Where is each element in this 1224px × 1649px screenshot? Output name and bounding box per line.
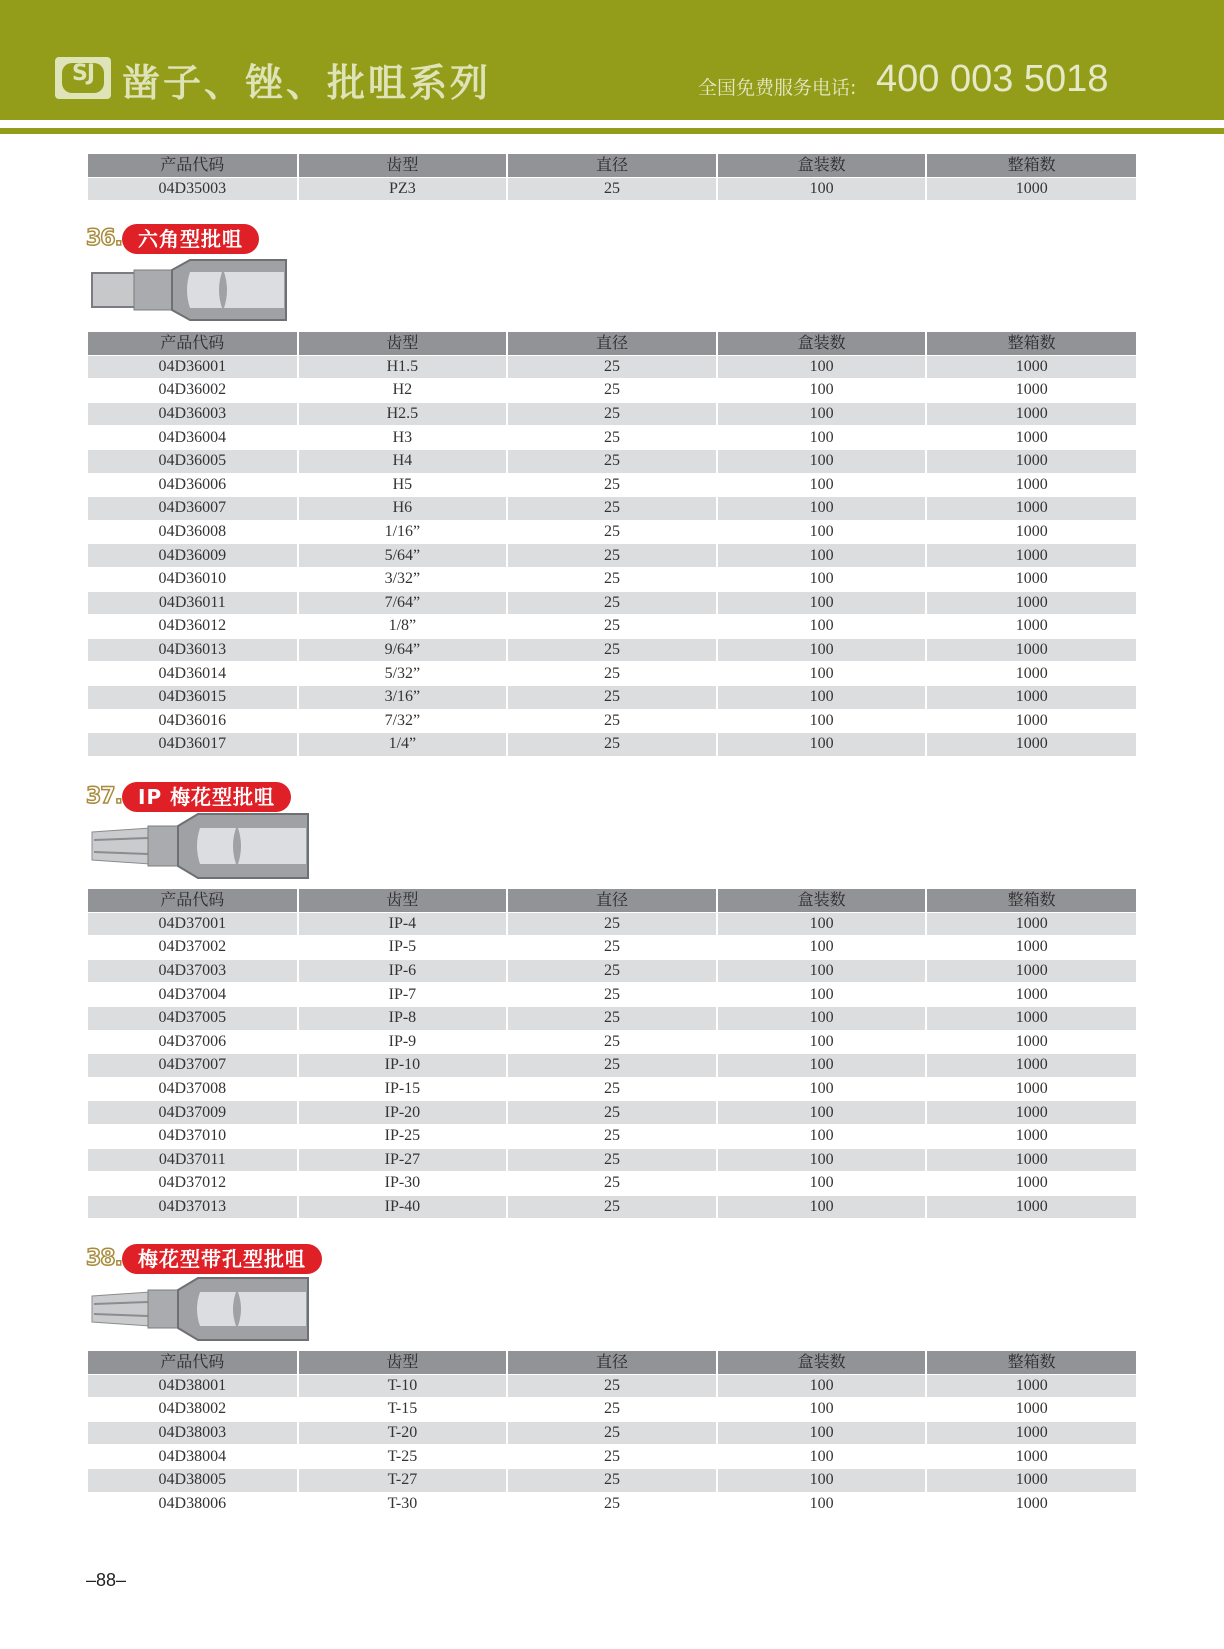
table-row — [88, 1172, 1136, 1196]
table-cell: 1000 — [926, 912, 1136, 936]
table-cell: 3/32” — [298, 567, 508, 591]
table-cell: 1000 — [926, 1054, 1136, 1078]
table-cell: 100 — [717, 983, 927, 1007]
table-row — [88, 638, 1136, 662]
table-cell: 25 — [507, 1468, 717, 1492]
table-cell: 04D37010 — [88, 1124, 298, 1148]
table-cell: 04D36015 — [88, 685, 298, 709]
table-cell: IP-8 — [298, 1006, 508, 1030]
table-cell: T-27 — [298, 1468, 508, 1492]
column-header: 整箱数 — [926, 1351, 1136, 1374]
table-cell: 04D37011 — [88, 1148, 298, 1172]
table-header-row — [88, 332, 1136, 355]
table-cell: IP-4 — [298, 912, 508, 936]
table-row — [88, 1148, 1136, 1172]
table-cell: 25 — [507, 1054, 717, 1078]
table-row — [88, 1054, 1136, 1078]
table-row — [88, 449, 1136, 473]
column-header: 整箱数 — [926, 154, 1136, 177]
table-cell: H4 — [298, 449, 508, 473]
column-header: 盒装数 — [717, 889, 927, 912]
section-title: 六角型批咀 — [122, 224, 259, 254]
column-header: 产品代码 — [88, 1351, 298, 1374]
table-cell: 25 — [507, 402, 717, 426]
table-cell: 25 — [507, 1124, 717, 1148]
table-cell: 25 — [507, 473, 717, 497]
table-cell: 1000 — [1015, 428, 1048, 446]
table-row — [88, 379, 1136, 403]
table-cell: 100 — [717, 1421, 927, 1445]
table-row — [88, 959, 1136, 983]
table-row — [88, 1468, 1136, 1492]
table-cell: T-15 — [298, 1398, 508, 1422]
table-row — [88, 544, 1136, 568]
table-cell: 3/16” — [298, 685, 508, 709]
table-cell: H2.5 — [298, 402, 508, 426]
table-38 — [88, 1351, 1136, 1516]
table-cell: 100 — [717, 662, 927, 686]
table-cell: 04D38006 — [88, 1492, 298, 1516]
table-cell: 25 — [507, 912, 717, 936]
table-cell: 1/8” — [298, 615, 508, 639]
table-cell: 25 — [507, 449, 717, 473]
table-cell: PZ3 — [298, 177, 508, 201]
table-row — [88, 685, 1136, 709]
table-row — [88, 591, 1136, 615]
table-cell: 04D36003 — [88, 402, 298, 426]
table-cell: 04D36012 — [88, 615, 298, 639]
table-cell: 1000 — [1015, 1400, 1048, 1418]
table-cell: 100 — [717, 638, 927, 662]
table-37 — [88, 889, 1136, 1219]
table-cell: IP-7 — [298, 983, 508, 1007]
table-cell: 25 — [507, 936, 717, 960]
table-cell: 5/32” — [298, 662, 508, 686]
table-cell: 04D36016 — [88, 709, 298, 733]
table-cell: 1000 — [1015, 1447, 1048, 1465]
header-stripe — [0, 128, 1224, 134]
section-number: 36. — [86, 226, 122, 251]
torx-tamper-bit-icon — [90, 1276, 310, 1342]
section-title: IP 梅花型批咀 — [122, 782, 291, 812]
table-cell: 04D38004 — [88, 1445, 298, 1469]
table-cell: 25 — [507, 959, 717, 983]
table-cell: IP-9 — [298, 1030, 508, 1054]
table-cell: 100 — [717, 591, 927, 615]
table-cell: 25 — [507, 709, 717, 733]
column-header: 产品代码 — [88, 332, 298, 355]
table-row — [88, 1445, 1136, 1469]
table-cell: 1000 — [926, 355, 1136, 379]
table-cell: 04D37009 — [88, 1101, 298, 1125]
hex-bit-icon — [90, 258, 290, 322]
logo-text: SJ — [71, 61, 95, 86]
table-cell: IP-25 — [298, 1124, 508, 1148]
table-cell: 1000 — [926, 638, 1136, 662]
table-cell: 25 — [507, 1398, 717, 1422]
table-cell: IP-6 — [298, 959, 508, 983]
table-header-row — [88, 889, 1136, 912]
table-cell: 04D36013 — [88, 638, 298, 662]
table-cell: 04D36010 — [88, 567, 298, 591]
table-cell: 25 — [507, 520, 717, 544]
table-cell: 25 — [507, 1445, 717, 1469]
table-cell: 100 — [717, 544, 927, 568]
table-row — [88, 733, 1136, 757]
table-cell: 100 — [717, 733, 927, 757]
page-number: –88– — [86, 1570, 127, 1590]
table-cell: 25 — [507, 1030, 717, 1054]
table-row — [88, 1124, 1136, 1148]
table-cell: 25 — [507, 426, 717, 450]
table-cell: 7/32” — [298, 709, 508, 733]
table-cell: 04D37001 — [88, 912, 298, 936]
section-number: 38. — [86, 1246, 122, 1271]
table-cell: 04D38002 — [88, 1398, 298, 1422]
table-cell: 100 — [717, 473, 927, 497]
table-cell: 1/16” — [298, 520, 508, 544]
table-cell: 100 — [717, 1172, 927, 1196]
table-cell: 100 — [717, 685, 927, 709]
table-cell: 04D35003 — [88, 177, 298, 201]
table-cell: 04D37013 — [88, 1195, 298, 1219]
table-cell: 04D36017 — [88, 733, 298, 757]
table-cell: 04D38001 — [88, 1374, 298, 1398]
table-cell: 100 — [717, 709, 927, 733]
brand-logo — [55, 57, 111, 99]
table-cell: 100 — [717, 1077, 927, 1101]
table-cell: 25 — [507, 497, 717, 521]
table-cell: 25 — [507, 662, 717, 686]
table-cell: 25 — [507, 567, 717, 591]
table-cell: 25 — [507, 1492, 717, 1516]
table-cell: 100 — [717, 1445, 927, 1469]
table-cell: 04D37008 — [88, 1077, 298, 1101]
table-cell: H5 — [298, 473, 508, 497]
torx-plus-bit-icon — [90, 812, 310, 880]
table-cell: 100 — [717, 567, 927, 591]
table-cell: 1000 — [1015, 938, 1048, 956]
table-cell: 04D37006 — [88, 1030, 298, 1054]
table-cell: 100 — [717, 1468, 927, 1492]
table-cell: IP-20 — [298, 1101, 508, 1125]
table-cell: 1000 — [926, 685, 1136, 709]
table-cell: 1000 — [1015, 1080, 1048, 1098]
table-cell: 1000 — [926, 959, 1136, 983]
hotline-number: 400 003 5018 — [876, 58, 1109, 100]
table-cell: 04D36004 — [88, 426, 298, 450]
table-cell: 04D37005 — [88, 1006, 298, 1030]
table-cell: 1000 — [926, 177, 1136, 201]
column-header: 整箱数 — [926, 889, 1136, 912]
column-header: 直径 — [507, 332, 717, 355]
section-title: 梅花型带孔型批咀 — [122, 1244, 322, 1274]
table-cell: 04D37004 — [88, 983, 298, 1007]
table-cell: 100 — [717, 959, 927, 983]
table-cell: 1000 — [1015, 1174, 1048, 1192]
table-row — [88, 1006, 1136, 1030]
table-cell: 04D36001 — [88, 355, 298, 379]
table-row — [88, 936, 1136, 960]
column-header: 产品代码 — [88, 154, 298, 177]
table-cell: 1000 — [1015, 1032, 1048, 1050]
table-header-row — [88, 1351, 1136, 1374]
table-row — [88, 473, 1136, 497]
table-row — [88, 983, 1136, 1007]
table-row — [88, 426, 1136, 450]
table-cell: 1000 — [1015, 617, 1048, 635]
table-cell: T-10 — [298, 1374, 508, 1398]
table-cell: 25 — [507, 379, 717, 403]
table-cell: 100 — [717, 379, 927, 403]
table-cell: 100 — [717, 1148, 927, 1172]
table-cell: 25 — [507, 1374, 717, 1398]
table-cell: 25 — [507, 1172, 717, 1196]
table-cell: 100 — [717, 1054, 927, 1078]
table-row — [88, 497, 1136, 521]
table-cell: 9/64” — [298, 638, 508, 662]
table-cell: 1000 — [926, 544, 1136, 568]
table-row — [88, 912, 1136, 936]
table-cell: H3 — [298, 426, 508, 450]
table-cell: 25 — [507, 1421, 717, 1445]
table-cell: 100 — [717, 402, 927, 426]
table-cell: 25 — [507, 1195, 717, 1219]
table-cell: 04D38003 — [88, 1421, 298, 1445]
table-cell: H1.5 — [298, 355, 508, 379]
table-cell: 25 — [507, 355, 717, 379]
column-header: 盒装数 — [717, 1351, 927, 1374]
table-cell: 25 — [507, 1148, 717, 1172]
table-row — [88, 615, 1136, 639]
table-cell: 04D36014 — [88, 662, 298, 686]
table-cell: 100 — [717, 1195, 927, 1219]
table-cell: 100 — [717, 1124, 927, 1148]
table-cell: T-25 — [298, 1445, 508, 1469]
column-header: 齿型 — [298, 1351, 508, 1374]
table-header-row — [88, 154, 1136, 177]
column-header: 产品代码 — [88, 889, 298, 912]
table-cell: 1000 — [926, 449, 1136, 473]
column-header: 整箱数 — [926, 332, 1136, 355]
table-cell: 1000 — [1015, 985, 1048, 1003]
column-header: 直径 — [507, 154, 717, 177]
table-cell: 100 — [717, 1006, 927, 1030]
table-cell: 100 — [717, 1374, 927, 1398]
table-cell: 1000 — [1015, 1494, 1048, 1512]
table-cell: IP-30 — [298, 1172, 508, 1196]
table-row — [88, 1374, 1136, 1398]
table-cell: 25 — [507, 1006, 717, 1030]
column-header: 盒装数 — [717, 154, 927, 177]
table-cell: 25 — [507, 544, 717, 568]
table-cell: H2 — [298, 379, 508, 403]
table-cell: 1000 — [926, 591, 1136, 615]
table-cell: 04D37002 — [88, 936, 298, 960]
column-header: 齿型 — [298, 332, 508, 355]
table-cell: 1000 — [1015, 664, 1048, 682]
hotline-label: 全国免费服务电话: — [698, 77, 857, 99]
table-row — [88, 1195, 1136, 1219]
table-cell: 04D37012 — [88, 1172, 298, 1196]
column-header: 齿型 — [298, 154, 508, 177]
table-cell: 04D36009 — [88, 544, 298, 568]
table-cell: IP-5 — [298, 936, 508, 960]
table-cell: IP-15 — [298, 1077, 508, 1101]
table-cell: 1000 — [1015, 1127, 1048, 1145]
table-cell: 7/64” — [298, 591, 508, 615]
table-cell: 25 — [507, 733, 717, 757]
table-row — [88, 567, 1136, 591]
table-cell: 1000 — [1015, 570, 1048, 588]
table-cell: 1000 — [1015, 475, 1048, 493]
table-cell: 25 — [507, 685, 717, 709]
table-cell: 04D38005 — [88, 1468, 298, 1492]
table-row — [88, 1492, 1136, 1516]
table-cell: 25 — [507, 615, 717, 639]
table-row — [88, 177, 1136, 201]
table-cell: 04D36005 — [88, 449, 298, 473]
table-36 — [88, 332, 1136, 757]
column-header: 直径 — [507, 1351, 717, 1374]
table-cell: 25 — [507, 638, 717, 662]
table-cell: 04D36002 — [88, 379, 298, 403]
table-cell: 100 — [717, 615, 927, 639]
table-cell: T-20 — [298, 1421, 508, 1445]
table-cell: 25 — [507, 1077, 717, 1101]
table-cell: 100 — [717, 497, 927, 521]
table-cell: 04D37007 — [88, 1054, 298, 1078]
table-row — [88, 355, 1136, 379]
table-cell: 04D36006 — [88, 473, 298, 497]
table-cell: 25 — [507, 983, 717, 1007]
table-cell: 25 — [507, 591, 717, 615]
table-row — [88, 1421, 1136, 1445]
column-header: 盒装数 — [717, 332, 927, 355]
table-cell: 100 — [717, 936, 927, 960]
table-cell: 1000 — [926, 402, 1136, 426]
table-cell: T-30 — [298, 1492, 508, 1516]
table-row — [88, 1398, 1136, 1422]
table-cell: 100 — [717, 355, 927, 379]
table-cell: 1000 — [926, 1148, 1136, 1172]
table-row — [88, 662, 1136, 686]
table-row — [88, 1077, 1136, 1101]
table-cell: 1000 — [1015, 711, 1048, 729]
table-cell: H6 — [298, 497, 508, 521]
table-cell: 04D36008 — [88, 520, 298, 544]
table-cell: 100 — [717, 177, 927, 201]
table-row — [88, 520, 1136, 544]
table-cell: 25 — [507, 1101, 717, 1125]
table-cell: 100 — [717, 520, 927, 544]
table-cell: 100 — [717, 912, 927, 936]
table-row — [88, 402, 1136, 426]
table-cell: 1000 — [926, 497, 1136, 521]
table-cell: 25 — [507, 177, 717, 201]
table-cell: 1000 — [926, 1468, 1136, 1492]
table-row — [88, 1030, 1136, 1054]
table-cell: IP-27 — [298, 1148, 508, 1172]
table-cell: 04D37003 — [88, 959, 298, 983]
catalog-title: 凿子、锉、批咀系列 — [122, 61, 492, 105]
table-cell: 1000 — [926, 1101, 1136, 1125]
table-cell: 100 — [717, 1101, 927, 1125]
column-header: 齿型 — [298, 889, 508, 912]
table-cell: 1000 — [926, 733, 1136, 757]
table-cell: 04D36007 — [88, 497, 298, 521]
table-cell: IP-40 — [298, 1195, 508, 1219]
table-cell: 100 — [717, 1492, 927, 1516]
table-cell: 04D36011 — [88, 591, 298, 615]
column-header: 直径 — [507, 889, 717, 912]
table-cell: 100 — [717, 1398, 927, 1422]
table-cell: 1/4” — [298, 733, 508, 757]
table-row — [88, 1101, 1136, 1125]
table-35 — [88, 154, 1136, 201]
section-number: 37. — [86, 784, 122, 809]
table-row — [88, 709, 1136, 733]
table-cell: 100 — [717, 1030, 927, 1054]
table-cell: 1000 — [926, 1195, 1136, 1219]
table-cell: 5/64” — [298, 544, 508, 568]
table-cell: 1000 — [1015, 381, 1048, 399]
table-cell: 1000 — [926, 1421, 1136, 1445]
table-cell: 1000 — [926, 1006, 1136, 1030]
table-cell: 1000 — [926, 1374, 1136, 1398]
table-cell: 100 — [717, 449, 927, 473]
table-cell: 1000 — [1015, 523, 1048, 541]
table-cell: IP-10 — [298, 1054, 508, 1078]
table-cell: 100 — [717, 426, 927, 450]
